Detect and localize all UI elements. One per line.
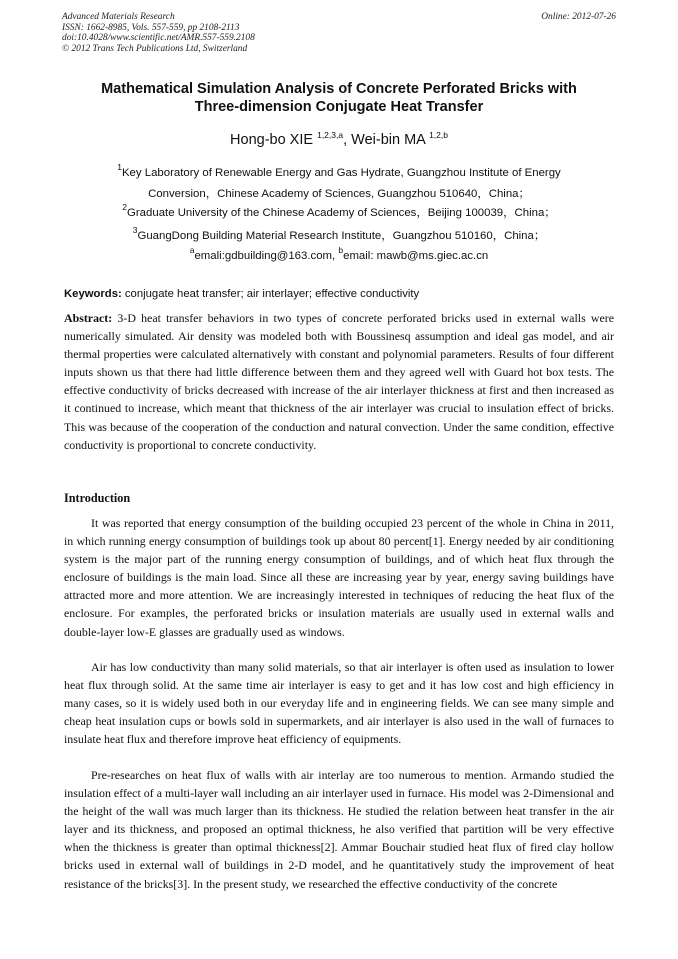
paper-title [60,80,618,116]
author-emails [62,245,616,262]
journal-copyright: © 2012 Trans Tech Publications Ltd, Switzerland [62,43,248,54]
email-b[interactable]: email: mawb@ms.giec.ac.cn [343,250,489,262]
affiliation-3-mark: 3 [132,225,138,235]
online-date: Online: 2012-07-26 [541,12,616,22]
author-1-name: Hong-bo XIE [230,132,314,148]
introduction-paragraph-2: Air has low conductivity than many solid materials, so that air interlayer is often used as insulation to lower heat flux through solid. At the same time air interlayer is easy to get and it has low cost and high efficiency in many cases, so it is widely used both in our everyday life and in engineering fields. We can see many simple and cheap heat insulation cups or bowls sold in supermarkets, and air interlayer is also used in the wall of furnaces to insulate heat flux and therefore improve heat efficiency of equipments. [64,660,614,747]
abstract-text: 3-D heat transfer behaviors in two types of concrete perforated bricks used in external walls were numerically simulated. Air density was modeled both with Boussinesq assumption and ideal gas model, and air thermal properties were calculated alternatively with constant and polynomial parameters. Results of four different inputs shown us that there had little difference between them and they agreed well with Guard hot box tests. The effective conductivity of bricks decreased with increase of the air interlayer thickness at first and then increased as it continued to increase, which meant that thickness of the air interlayer was crucial to insulation effect of bricks. This was because of the cooperation of the conduction and natural convection. Under the same condition, effective conductivity is proportional to concrete conductivity. [64,311,614,452]
title-line-1: Mathematical Simulation Analysis of Concrete Perforated Bricks with [101,81,577,97]
abstract-label: Abstract: [64,311,113,325]
affiliation-2-text: Graduate University of the Chinese Academy of Sciences，Beijing 100039，China； [127,207,556,219]
email-b-mark: b [338,245,344,255]
abstract [64,309,614,454]
affiliation-3 [62,227,616,243]
affiliation-2-mark: 2 [122,202,128,212]
author-separator: , [343,132,352,148]
affiliation-1-text: Key Laboratory of Renewable Energy and Gas Hydrate, Guangzhou Institute of Energy [121,167,561,179]
introduction-heading: Introduction [64,491,131,505]
journal-header [62,12,616,54]
journal-doi[interactable]: doi:10.4028/www.scientific.net/AMR.557-559.2108 [62,33,255,44]
journal-name: Advanced Materials Research [62,12,175,22]
affiliation-1-mark: 1 [117,162,122,172]
keywords-label: Keywords: [64,288,122,300]
keywords-text: conjugate heat transfer; air interlayer; effective conductivity [121,288,420,300]
author-1-affiliation-marks: 1,2,3,a [317,130,344,140]
email-a[interactable]: emali:gdbuilding@163.com, [194,250,339,262]
affiliation-2 [62,204,616,220]
affiliation-1-line-1 [62,162,616,179]
title-line-2: Three-dimension Conjugate Heat Transfer [194,99,484,115]
journal-issn: ISSN: 1662-8985, Vols. 557-559, pp 2108-2113 [62,22,240,33]
email-a-mark: a [189,245,195,255]
introduction-paragraph-3: Pre-researches on heat flux of walls with air interlay are too numerous to mention. Armando studied the insulation effect of a multi-layer wall including an air interlayer used in furnace. His model was 2-Dimensional and the height of the wall was much larger than its thickness. He studied the relation between heat transfer in the air layer and its thickness, and proposed an optimal thickness, he also verified that partition will be very effective when the thickness is greater than optimal thickness[2]. Ammar Bouchair studied heat flux of fired clay hollow bricks used in external wall of buildings in 2-D model, and he quantitatively study the improvement of heat resistance of the bricks[3]. In the present study, we researched the effective conductivity of the concrete [64,768,614,891]
author-2-affiliation-marks: 1,2,b [429,130,448,140]
keywords [64,288,614,300]
author-list [0,132,678,148]
affiliation-1-line-2: Conversion，Chinese Academy of Sciences, Guangzhou 510640，China； [148,188,530,200]
author-2-name: Wei-bin MA [351,132,426,148]
affiliation-3-text: GuangDong Building Material Research Institute，Guangzhou 510160，China； [137,230,546,242]
introduction-paragraph-1: It was reported that energy consumption of the building occupied 23 percent of the whole in China in 2011, in which running energy consumption of buildings took up about 80 percent[1]. Energy needed by air conditioning system is the major part of the running energy consumption of buildings, and of which heat flux through the enclosure of buildings is the main load. Since all these are increasing year by year, energy saving buildings have attracted more and more attention. We are increasingly interested in techniques of reducing the heat flux of the enclosure. For examples, the perforated bricks or insulation materials are usually used in external walls and double-layer low-E glasses are gradually used as windows. [64,516,614,639]
